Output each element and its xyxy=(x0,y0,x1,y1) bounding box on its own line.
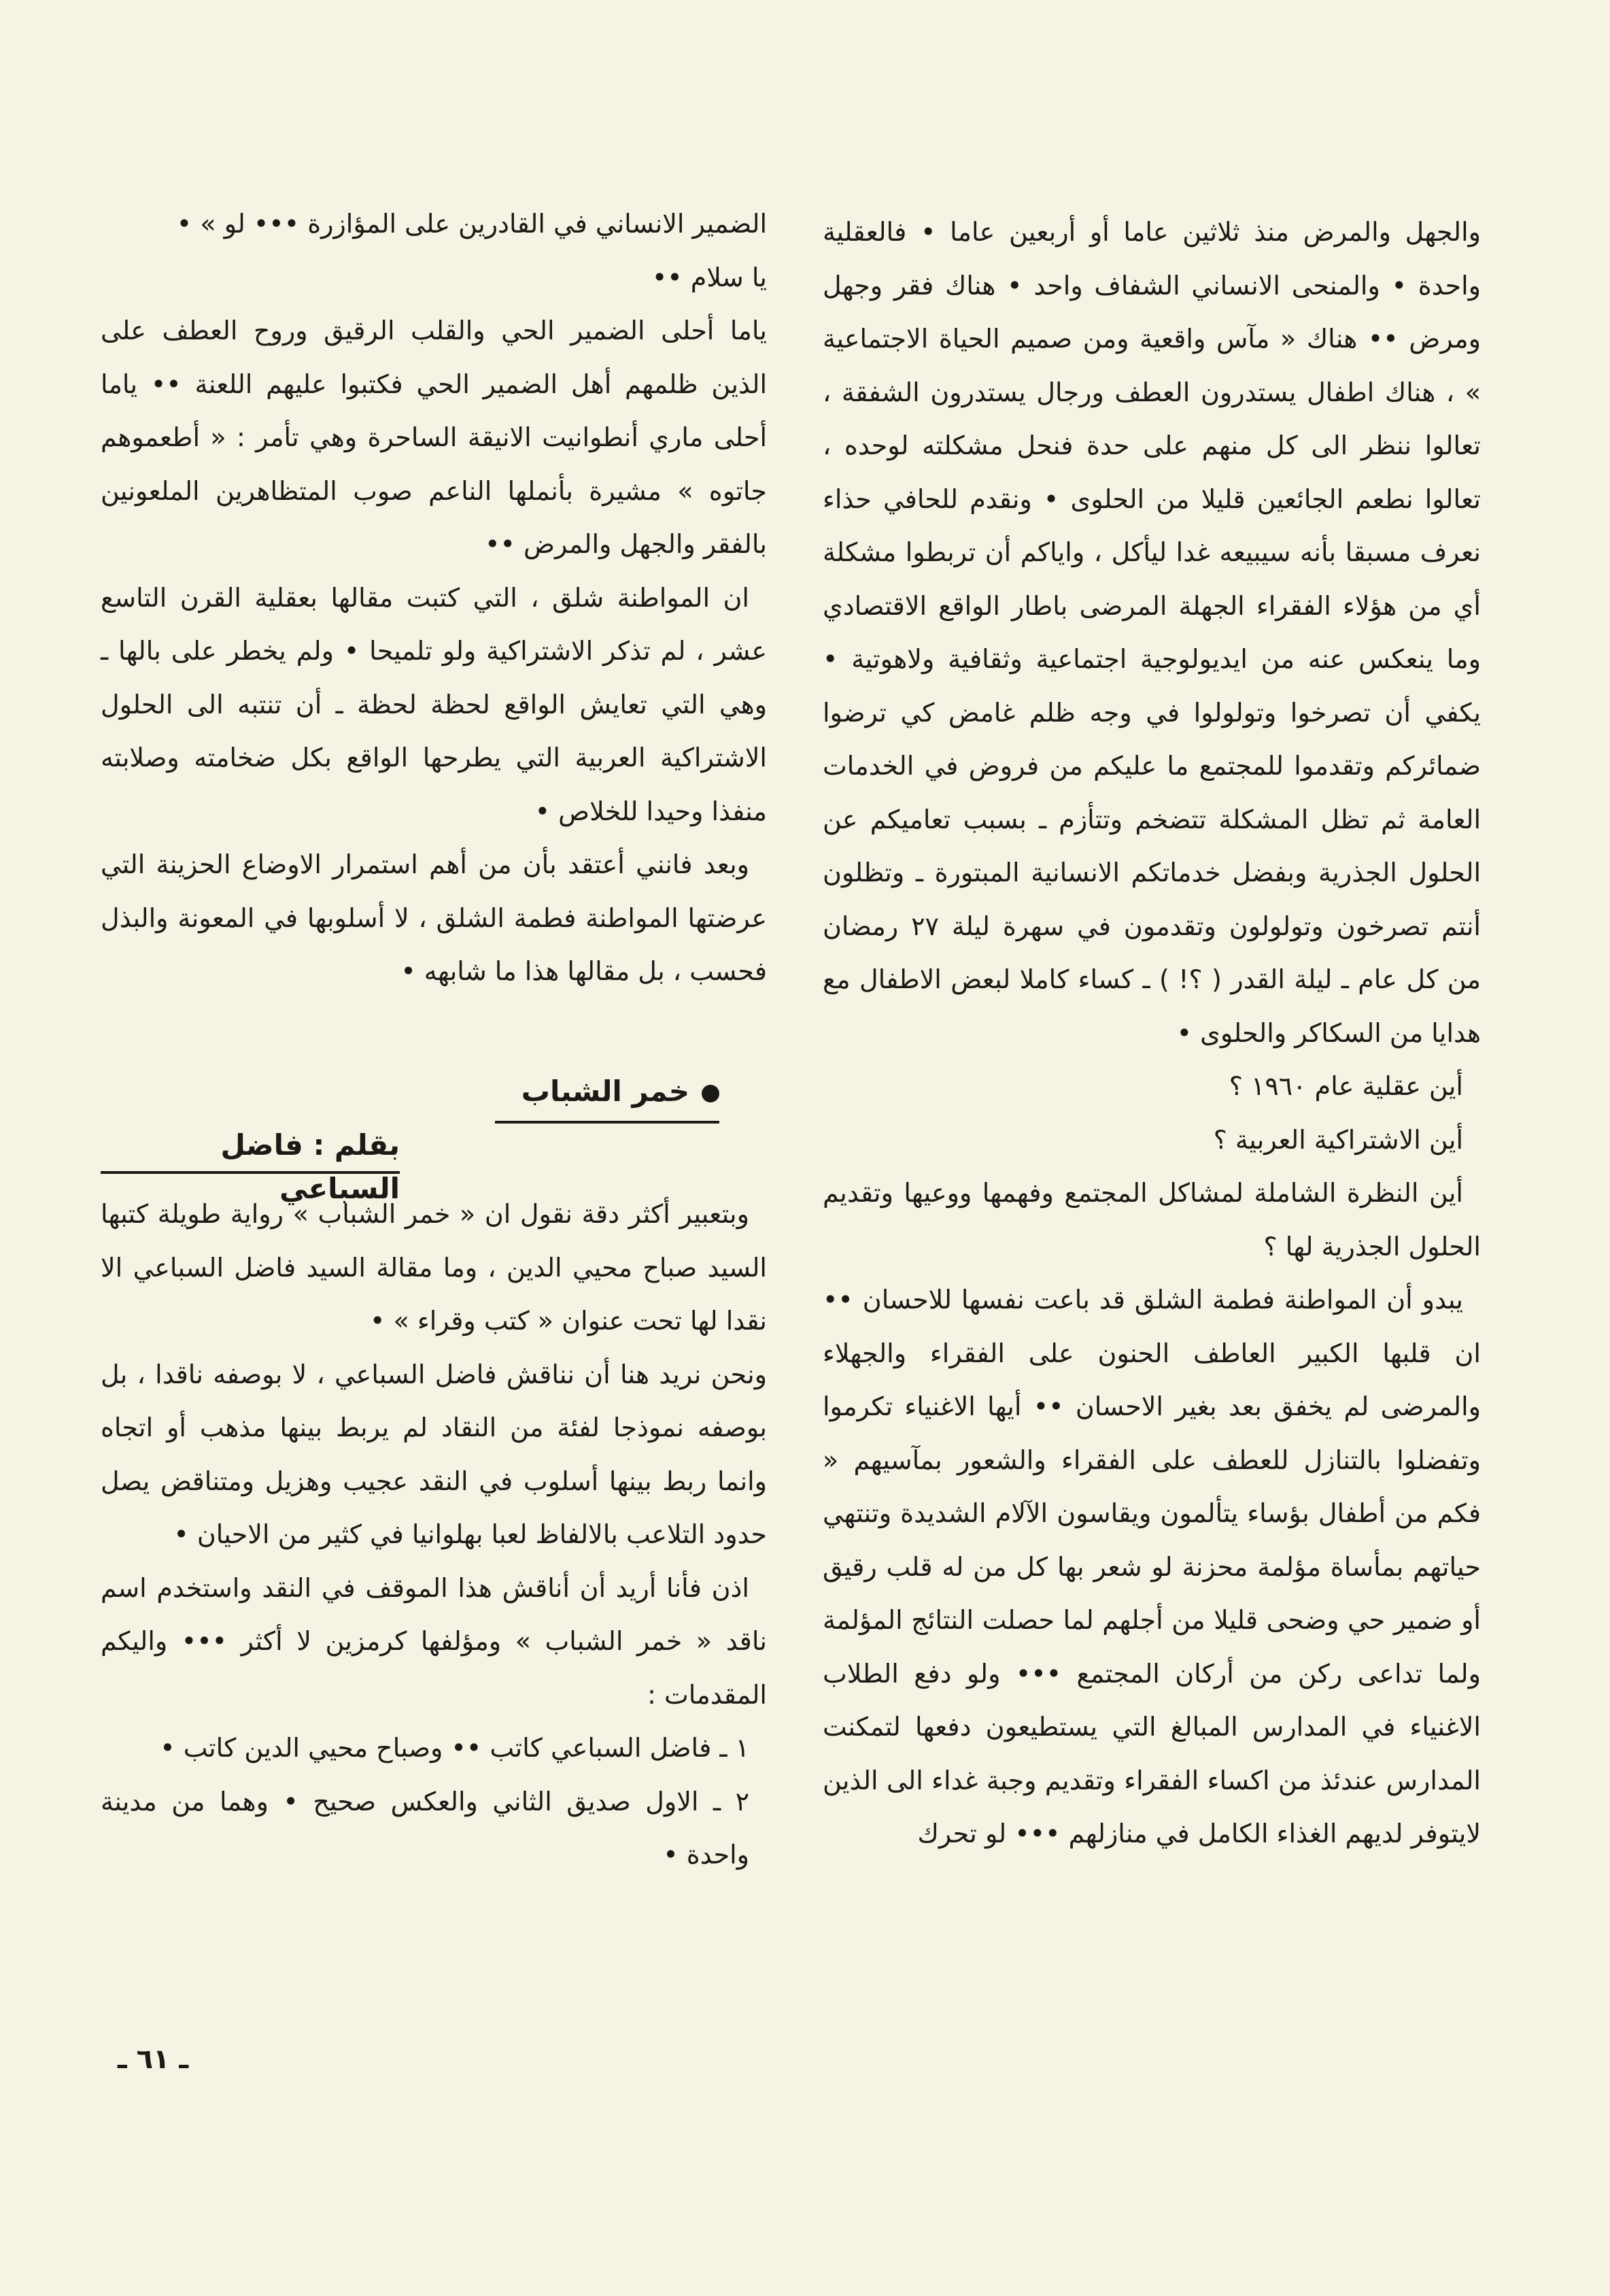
bullet-icon xyxy=(702,1085,719,1102)
paragraph: وبعد فانني أعتقد بأن من أهم استمرار الاوضاع الحزينة التي عرضتها المواطنة فطمة الشلق ، لا أسلوبها في المعونة والبذل فحسب ، بل مقالها هذا ما شابهه • xyxy=(101,849,767,986)
author-byline: بقلم : فاضل السباعي xyxy=(101,1124,400,1174)
paragraph: ياما أحلى الضمير الحي والقلب الرقيق وروح العطف على الذين ظلمهم أهل الضمير الحي فكتبوا عليهم اللعنة •• ياما أحلى ماري أنطوانيت الانيقة الساحرة وهي تأمر : « أطعموهم جاتوه » مشيرة بأنملها الناعم صوب المتظاهرين الملعونين بالفقر والجهل والمرض •• xyxy=(101,316,767,559)
paragraph: أين عقلية عام ١٩٦٠ ؟ xyxy=(1229,1071,1463,1101)
section-title-text: خمر الشباب xyxy=(521,1075,689,1108)
paragraph: يا سلام •• xyxy=(651,262,767,292)
left-text-column-bottom xyxy=(101,1187,767,1882)
page-number: ـ ٦١ ـ xyxy=(117,2044,189,2075)
section-title xyxy=(495,1068,719,1124)
right-text-column xyxy=(823,205,1481,1861)
paragraph: الضمير الانساني في القادرين على المؤازرة ••• لو » • xyxy=(176,209,767,239)
list-item: ١ ـ فاضل السباعي كاتب •• وصباح محيي الدين كاتب • xyxy=(160,1733,749,1763)
paragraph: وبتعبير أكثر دقة نقول ان « خمر الشباب » رواية طويلة كتبها السيد صباح محيي الدين ، وما مقالة السيد فاضل السباعي الا نقدا لها تحت عنوان « كتب وقراء » • xyxy=(101,1199,767,1336)
paragraph: والجهل والمرض منذ ثلاثين عاما أو أربعين عاما • فالعقلية واحدة • والمنحى الانساني الشفاف واحد • هناك فقر وجهل ومرض •• هناك « مآس واقعية ومن صميم الحياة الاجتماعية » ، هناك اطفال يستدرون العطف ورجال يستدرون الشفقة ، تعالوا ننظر الى كل منهم على حدة فنحل مشكلته لوحده ، تعالوا نطعم الجائعين قليلا من الحلوى • ونقدم للحافي حذاء نعرف مسبقا بأنه سيبيعه غدا ليأكل ، واياكم أن تربطوا مشكلة أي من هؤلاء الفقراء الجهلة المرضى باطار الواقع الاقتصادي وما ينعكس عنه من ايديولوجية اجتماعية وثقافية ولاهوتية • يكفي أن تصرخوا وتولولوا في وجه ظلم غامض كي ترضوا ضمائركم وتقدموا للمجتمع ما عليكم من فروض في الخدمات العامة ثم تظل المشكلة تتضخم وتتأزم ـ بسبب تعاميكم عن الحلول الجذرية وبفضل خدماتكم الانسانية المبتورة ـ وتظلون أنتم تصرخون وتولولون وتقدمون في سهرة ليلة ٢٧ رمضان من كل عام ـ ليلة القدر ( ؟! ) ـ كساء كاملا لبعض الاطفال مع هدايا من السكاكر والحلوى • xyxy=(823,217,1481,1048)
list-item: ٢ ـ الاول صديق الثاني والعكس صحيح • وهما من مدينة واحدة • xyxy=(101,1786,749,1870)
paragraph: اذن فأنا أريد أن أناقش هذا الموقف في النقد واستخدم اسم ناقد « خمر الشباب » ومؤلفها كرمزين لا أكثر ••• واليكم المقدمات : xyxy=(101,1572,767,1710)
paragraph: أين النظرة الشاملة لمشاكل المجتمع وفهمها ووعيها وتقديم الحلول الجذرية لها ؟ xyxy=(823,1178,1481,1262)
paragraph: أين الاشتراكية العربية ؟ xyxy=(1213,1124,1463,1155)
paragraph: ونحن نريد هنا أن نناقش فاضل السباعي ، لا بوصفه ناقدا ، بل بوصفه نموذجا لفئة من النقاد لم يربط بينها مذهب أو اتجاه وانما ربط بينها أسلوب في النقد عجيب وهزيل ومتناقض يصل حدود التلاعب بالالفاظ لعبا بهلوانيا في كثير من الاحيان • xyxy=(101,1359,767,1549)
left-text-column-top xyxy=(101,197,767,998)
paragraph: يبدو أن المواطنة فطمة الشلق قد باعت نفسها للاحسان •• ان قلبها الكبير العاطف الحنون على الفقراء والجهلاء والمرضى لم يخفق بعد بغير الاحسان •• أيها الاغنياء تكرموا وتفضلوا بالتنازل للعطف على الفقراء والشعور بمآسيهم « فكم من أطفال بؤساء يتألمون ويقاسون الآلام الشديدة وتنتهي حياتهم بمأساة مؤلمة محزنة لو شعر بها كل من له قلب رقيق أو ضمير حي وضحى قليلا من أجلهم لما حصلت النتائج المؤلمة ولما تداعى ركن من أركان المجتمع ••• ولو دفع الطلاب الاغنياء في المدارس المبالغ التي يستطيعون دفعها لتمكنت المدارس عندئذ من اكساء الفقراء وتقديم وجبة غداء الى الذين لايتوفر لديهم الغذاء الكامل في منازلهم ••• لو تحرك xyxy=(823,1285,1481,1848)
paragraph: ان المواطنة شلق ، التي كتبت مقالها بعقلية القرن التاسع عشر ، لم تذكر الاشتراكية ولو تلميحا • ولم يخطر على بالها ـ وهي التي تعايش الواقع لحظة لحظة ـ أن تنتبه الى الحلول الاشتراكية العربية التي يطرحها الواقع بكل ضخامته وصلابته منفذا وحيدا للخلاص • xyxy=(101,582,767,826)
